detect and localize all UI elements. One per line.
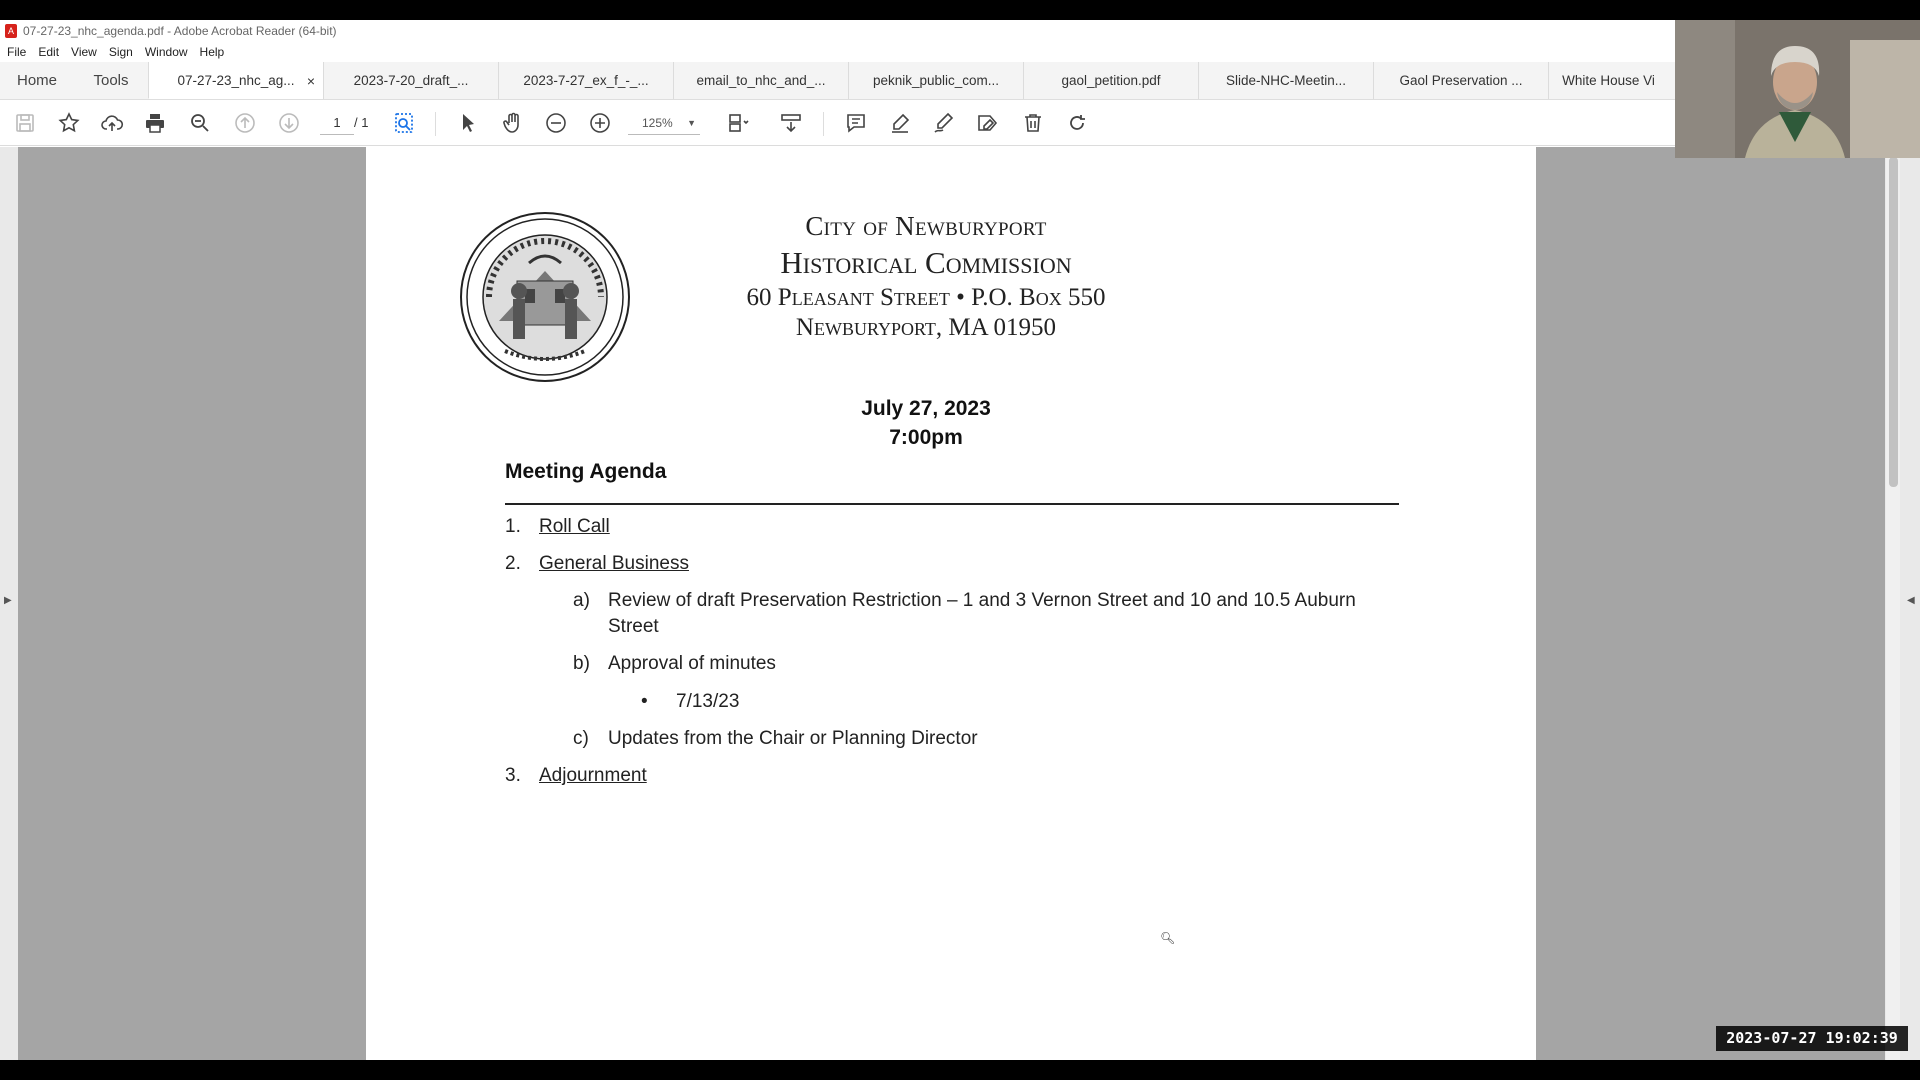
item-label: Review of draft Preservation Restriction – 1 and 3 Vernon Street and 10 and 10.5 Auburn xyxy=(608,590,1356,611)
doc-tab[interactable] xyxy=(1023,62,1198,99)
doc-tab-active[interactable] xyxy=(148,62,323,99)
item-label: Approval of minutes xyxy=(608,653,776,674)
pdf-page[interactable] xyxy=(366,147,1536,1060)
toolbar xyxy=(0,100,1675,146)
zoom-select[interactable] xyxy=(628,111,700,135)
hand-tool-icon[interactable] xyxy=(499,109,527,137)
page-up-icon[interactable] xyxy=(231,109,259,137)
heading-rule xyxy=(505,503,1399,505)
doc-tab-label: White House Vi xyxy=(1562,73,1655,88)
close-tab-icon[interactable]: × xyxy=(306,73,315,89)
letterhead-address: 60 Pleasant Street • P.O. Box 550 xyxy=(746,284,1106,311)
page-layout-icon[interactable] xyxy=(725,109,753,137)
menu-file[interactable]: File xyxy=(7,45,27,59)
doc-tab-label: email_to_nhc_and_... xyxy=(696,73,826,88)
window-title: 07-27-23_nhc_agenda.pdf - Adobe Acrobat Reader (64-bit) xyxy=(23,24,337,38)
doc-tab[interactable] xyxy=(498,62,673,99)
left-panel-toggle[interactable] xyxy=(0,147,18,1060)
title-bar xyxy=(0,20,1675,42)
find-zoom-icon[interactable] xyxy=(186,109,214,137)
webcam-video xyxy=(1675,20,1920,158)
chevron-right-icon: ▶ xyxy=(4,595,12,606)
acrobat-icon: A xyxy=(5,24,17,38)
mouse-cursor-icon: 🔍︎ xyxy=(1160,931,1176,945)
doc-tab-label: gaol_petition.pdf xyxy=(1061,73,1161,88)
tab-tools[interactable]: Tools xyxy=(93,72,129,89)
doc-tab[interactable] xyxy=(323,62,498,99)
chevron-down-icon: ▼ xyxy=(687,118,696,128)
menu-help[interactable]: Help xyxy=(199,45,225,59)
rotate-icon[interactable] xyxy=(1063,109,1091,137)
item-label: General Business xyxy=(539,553,689,574)
bookmark-star-icon[interactable] xyxy=(55,109,83,137)
doc-tab-label: 07-27-23_nhc_ag... xyxy=(177,72,295,88)
tab-home[interactable]: Home xyxy=(16,72,57,89)
item-label: 7/13/23 xyxy=(676,691,740,712)
toolbar-divider xyxy=(435,112,436,136)
print-icon[interactable] xyxy=(141,109,169,137)
item-number: 3. xyxy=(505,765,521,786)
edit-tags-icon[interactable] xyxy=(974,109,1002,137)
item-number: a) xyxy=(573,590,590,611)
meeting-time: 7:00pm xyxy=(889,426,963,449)
menu-view[interactable]: View xyxy=(71,45,97,59)
delete-icon[interactable] xyxy=(1019,109,1047,137)
toolbar-divider xyxy=(823,112,824,136)
item-label-continued: Street xyxy=(608,616,659,637)
agenda-subitem xyxy=(573,588,1413,640)
tab-bar xyxy=(0,62,1675,100)
menu-window[interactable]: Window xyxy=(144,45,188,59)
meeting-date: July 27, 2023 xyxy=(861,397,991,420)
doc-tab[interactable] xyxy=(1548,62,1668,99)
zoom-in-icon[interactable] xyxy=(586,109,614,137)
highlight-pen-icon[interactable] xyxy=(886,109,914,137)
doc-tab-label: Slide-NHC-Meetin... xyxy=(1225,73,1347,88)
letterhead xyxy=(666,209,1186,343)
menu-bar xyxy=(0,42,1675,62)
save-icon[interactable] xyxy=(11,109,39,137)
item-number: b) xyxy=(573,653,590,674)
find-page-icon[interactable] xyxy=(390,109,418,137)
doc-tab-label: 2023-7-27_ex_f_-_... xyxy=(523,73,649,88)
doc-tab-label: peknik_public_com... xyxy=(872,73,1000,88)
scrollbar-thumb[interactable] xyxy=(1889,157,1898,487)
scroll-mode-icon[interactable] xyxy=(777,109,805,137)
recording-timestamp: 2023-07-27 19:02:39 xyxy=(1716,1026,1908,1051)
letterhead-commission: Historical Commission xyxy=(780,245,1072,280)
item-number: 2. xyxy=(505,553,521,574)
item-number: 1. xyxy=(505,516,521,537)
letterhead-city: City of Newburyport xyxy=(805,211,1047,241)
chevron-left-icon: ◀ xyxy=(1907,595,1915,606)
document-workspace[interactable] xyxy=(0,147,1920,1060)
doc-tab-label: 2023-7-20_draft_... xyxy=(353,73,469,88)
page-down-icon[interactable] xyxy=(275,109,303,137)
upload-cloud-icon[interactable] xyxy=(98,109,126,137)
doc-tab[interactable] xyxy=(1198,62,1373,99)
sign-icon[interactable] xyxy=(930,109,958,137)
doc-tab[interactable] xyxy=(1373,62,1548,99)
item-label: Adjournment xyxy=(539,765,647,786)
zoom-value: 125% xyxy=(642,116,673,130)
city-seal-image xyxy=(459,211,631,383)
meeting-datetime xyxy=(726,394,1126,452)
menu-edit[interactable]: Edit xyxy=(38,45,60,59)
page-number-input[interactable]: 1 xyxy=(320,111,354,135)
doc-tab[interactable] xyxy=(848,62,1023,99)
select-arrow-icon[interactable] xyxy=(454,109,482,137)
letterbox-top xyxy=(0,0,1920,20)
agenda-heading: Meeting Agenda xyxy=(505,460,667,483)
item-label: Roll Call xyxy=(539,516,610,537)
webcam-person-image xyxy=(1675,20,1920,158)
comment-icon[interactable] xyxy=(842,109,870,137)
page-total: / 1 xyxy=(354,115,369,130)
item-label: Updates from the Chair or Planning Director xyxy=(608,728,978,749)
acrobat-window xyxy=(0,20,1920,1060)
bullet-icon: • xyxy=(641,691,648,712)
doc-tab-label: Gaol Preservation ... xyxy=(1399,73,1523,88)
item-number: c) xyxy=(573,728,589,749)
menu-sign[interactable]: Sign xyxy=(108,45,133,59)
letterhead-city-zip: Newburyport, MA 01950 xyxy=(795,314,1057,341)
doc-tab[interactable] xyxy=(673,62,848,99)
zoom-out-icon[interactable] xyxy=(542,109,570,137)
vertical-scrollbar[interactable] xyxy=(1886,157,1900,1060)
letterbox-bottom xyxy=(0,1060,1920,1080)
